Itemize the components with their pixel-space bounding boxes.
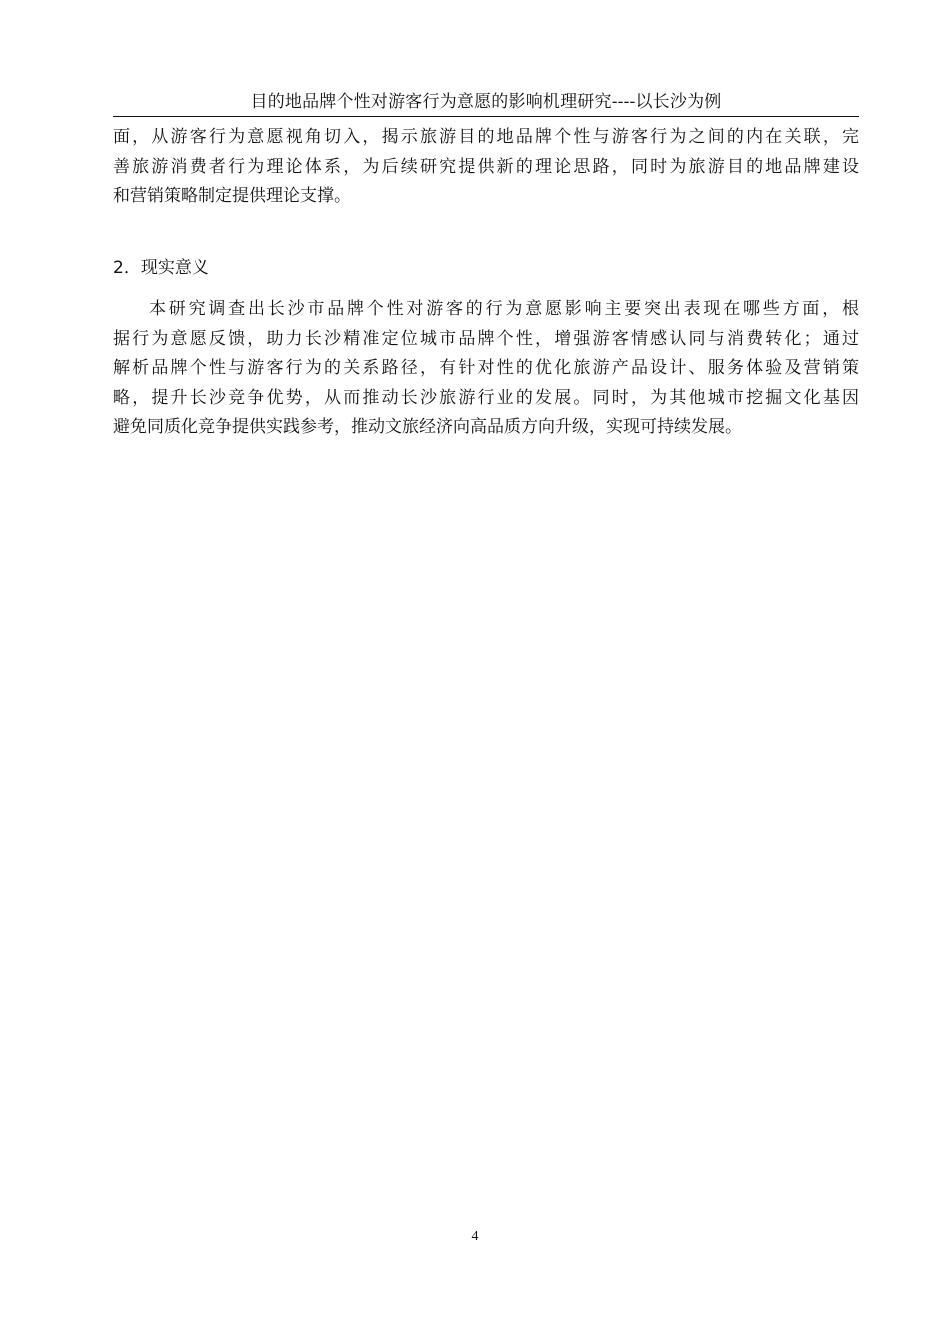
paragraph-line: 略，提升长沙竞争优势，从而推动长沙旅游行业的发展。同时，为其他城市挖掘文化基因 — [113, 387, 859, 408]
section-paragraph — [113, 295, 859, 443]
paragraph-line: 和营销策略制定提供理论支撑。 — [113, 186, 351, 206]
paragraph-line: 本研究调查出长沙市品牌个性对游客的行为意愿影响主要突出表现在哪些方面，根 — [149, 299, 859, 319]
paragraph-line: 据行为意愿反馈，助力长沙精准定位城市品牌个性，增强游客情感认同与消费转化；通过 — [113, 328, 859, 349]
section-heading: 2．现实意义 — [113, 258, 209, 278]
continuation-paragraph — [113, 123, 859, 212]
running-header: 目的地品牌个性对游客行为意愿的影响机理研究----以长沙为例 — [250, 92, 722, 112]
paragraph-line: 避免同质化竞争提供实践参考，推动文旅经济向高品质方向升级，实现可持续发展。 — [113, 417, 742, 437]
header-rule — [113, 116, 859, 117]
paragraph-line: 面，从游客行为意愿视角切入，揭示旅游目的地品牌个性与游客行为之间的内在关联，完 — [113, 127, 859, 147]
paragraph-line: 善旅游消费者行为理论体系，为后续研究提供新的理论思路，同时为旅游目的地品牌建设 — [113, 156, 859, 177]
paragraph-line: 解析品牌个性与游客行为的关系路径，有针对性的优化旅游产品设计、服务体验及营销策 — [113, 358, 859, 378]
page-number: 4 — [471, 1229, 479, 1244]
